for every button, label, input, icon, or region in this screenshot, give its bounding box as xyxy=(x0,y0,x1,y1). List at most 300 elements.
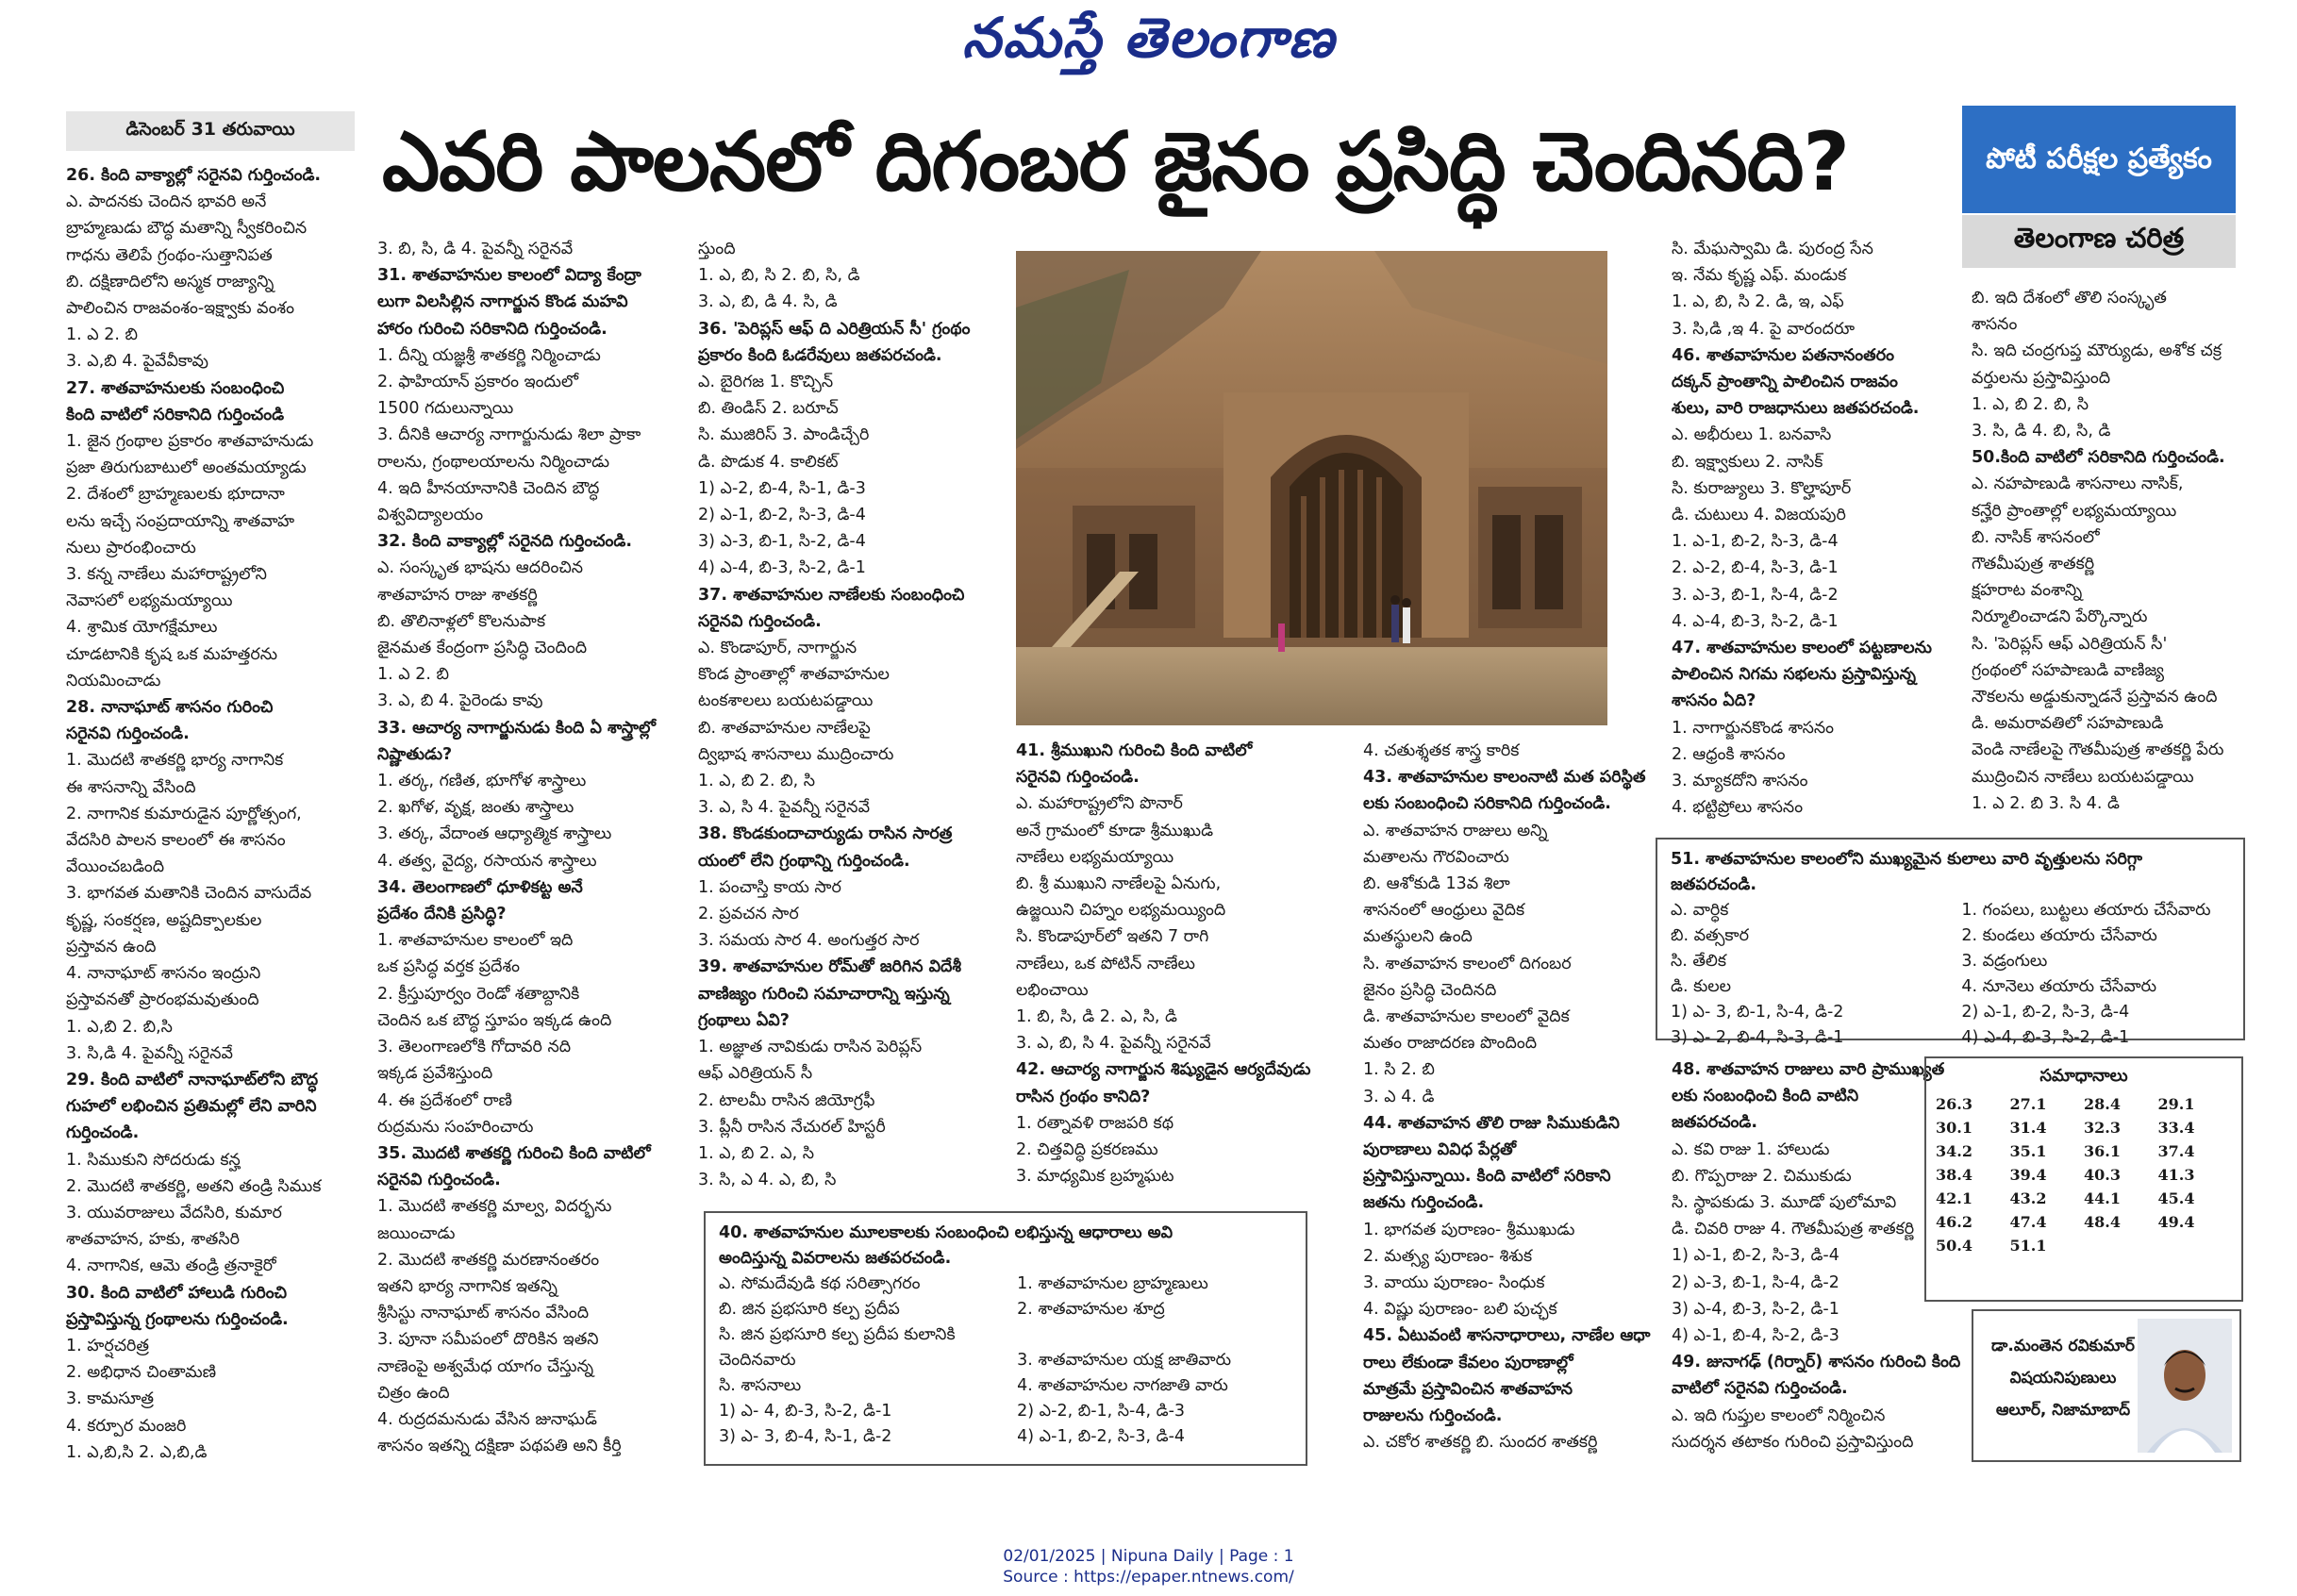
question-text: 30. కింది వాటిలో హాలుడి గురించి xyxy=(66,1283,287,1303)
match-left: డి. కులల xyxy=(1671,977,1732,996)
option-text: 1. పంచాస్తి కాయ సార xyxy=(698,877,841,897)
option-text: శాతవాహన రాజు శాతకర్ణి xyxy=(377,585,538,605)
option-text: ఉజ్జయిని చిహ్నం లభ్యమయ్యింది xyxy=(1016,901,1226,921)
question-text: లకు సంబంధించి సరికానిది గుర్తించండి. xyxy=(1363,794,1611,814)
option-text: 2. టాలమీ రాసిన జియోగ్రఫీ xyxy=(698,1090,875,1110)
option-text: 3. ఎ,బి 4. పైవేవీకావు xyxy=(66,352,209,372)
match-row xyxy=(719,1424,1292,1450)
question-text: 28. నానాఘాట్ శాసనం గురించి xyxy=(66,698,274,718)
question-text: హారం గురించి సరికానిది గుర్తించండి. xyxy=(377,319,608,339)
match-right: 1. శాతవాహనుల బ్రాహ్మణులు xyxy=(1017,1274,1208,1293)
question-text: 41. శ్రీముఖుని గురించి కింది వాటిలో xyxy=(1016,741,1253,760)
option-text: 1) ఎ-1, బి-2, సి-3, డి-4 xyxy=(1672,1246,1839,1266)
match-right: 2) ఎ-2, బి-1, సి-4, డి-3 xyxy=(1017,1402,1186,1421)
option-text: 4. తత్వ, వైద్య, రసాయన శాస్త్రాలు xyxy=(377,851,597,871)
answers-title: సమాధానాలు xyxy=(2039,1066,2128,1086)
option-text: 4. ఎ-4, బి-3, సి-2, డి-1 xyxy=(1672,611,1839,631)
answer-item: 51.1 xyxy=(2009,1237,2047,1255)
question-text: జతపరచండి. xyxy=(1672,1113,1757,1133)
match-right: 2. కుండలు తయారు చేసేవారు xyxy=(1961,926,2157,945)
option-text: 1) ఎ-2, బి-4, సి-1, డి-3 xyxy=(698,478,866,498)
question-51-box xyxy=(1656,838,2245,1047)
text-column-5 xyxy=(1363,738,1651,1473)
page-headline: ఎవరి పాలనలో దిగంబర జైనం ప్రసిద్ధి చెందినది? xyxy=(382,115,1850,209)
option-text: ఎ. చకోర శాతకర్ణి బి. సుందర శాతకర్ణి xyxy=(1363,1433,1598,1453)
question-text: 39. శాతవాహనుల రోమ్‌తో జరిగిన విదేశీ xyxy=(698,957,962,977)
answer-item: 28.4 xyxy=(2084,1095,2121,1113)
option-text: 1. ఎ, బి, సి 2. డి, ఇ, ఎఫ్ xyxy=(1672,292,1844,312)
question-text: 46. శాతవాహనుల పతనానంతరం xyxy=(1672,345,1895,365)
option-text: 3. సి,డి 4. పైవన్నీ సరైనవే xyxy=(66,1043,233,1063)
author-place: ఆలూర్, నిజామాబాద్ xyxy=(1995,1401,2131,1420)
answer-item: 50.4 xyxy=(1936,1237,1972,1255)
option-text: శాసనం xyxy=(1972,315,2018,335)
question-text: 44. శాతవాహన తొలి రాజు సిముకుడిని xyxy=(1363,1113,1620,1133)
question-text: సరైనవి గుర్తించండి. xyxy=(1016,768,1140,788)
option-text: 3. భాగవత మతానికి చెందిన వాసుదేవ xyxy=(66,884,312,904)
cave-illustration xyxy=(1016,251,1607,725)
option-text: 1. ఎ 2. బి 3. సి 4. డి xyxy=(1972,793,2120,813)
option-text: సి. స్థాపకుడు 3. మూడో పులోమావి xyxy=(1672,1193,1897,1213)
option-text: 2. ఖగోళ, వృక్ష, జంతు శాస్త్రాలు xyxy=(377,798,574,818)
option-text: 1500 గదులున్నాయి xyxy=(377,399,514,419)
option-text: 1. మొదటి శాతకర్ణి మాల్వ, విదర్భను xyxy=(377,1197,612,1217)
answer-item: 49.4 xyxy=(2157,1213,2195,1231)
option-text: జైనం ప్రసిద్ధి చెందినది xyxy=(1363,980,1497,1000)
option-text: స్తుంది xyxy=(698,240,736,258)
option-text: 2. నాగానిక కుమారుడైన పూర్ణోత్సంగ, xyxy=(66,804,302,823)
option-text: టంకశాలలు బయటపడ్డాయి xyxy=(698,691,874,711)
question-text: రాలు లేకుండా కేవలం పురాణాల్లో xyxy=(1363,1353,1573,1372)
match-left: చెందినవారు xyxy=(719,1351,796,1370)
match-row xyxy=(1671,898,2230,923)
option-text: చెందిన ఒక బౌద్ధ స్తూపం ఇక్కడ ఉంది xyxy=(377,1010,612,1030)
answer-item: 33.4 xyxy=(2157,1119,2195,1137)
option-text: శాసనం ఇతన్ని దక్షిణా పథపతి అని కీర్తి xyxy=(377,1437,622,1456)
question-text: 38. కొండకుందాచార్యుడు రాసిన సారత్ర xyxy=(698,824,953,844)
option-text: ప్రస్తావన ఉంది xyxy=(66,937,157,956)
option-text: 3. బి, సి, డి 4. పైవన్నీ సరైనవే xyxy=(377,240,574,258)
option-text: 2. మొదటి శాతకర్ణి మరణానంతరం xyxy=(377,1250,600,1270)
answer-item: 31.4 xyxy=(2009,1119,2047,1137)
question-text: 31. శాతవాహనుల కాలంలో విద్యా కేంద్రా xyxy=(377,266,641,286)
option-text: బి. ఇది దేశంలో తొలి సంస్కృత xyxy=(1972,289,2167,308)
question-text: సరైనవి గుర్తించండి. xyxy=(377,1171,501,1190)
option-text: 3. ప్లీనీ రాసిన నేచురల్ హిస్టరీ xyxy=(698,1117,886,1137)
question-text: సరైనవి గుర్తించండి. xyxy=(66,724,190,744)
question-text: ప్రదేశం దేనికి ప్రసిద్ధి? xyxy=(377,905,507,924)
option-text: 3. మ్యాకదోని శాసనం xyxy=(1672,772,1808,791)
question-text: 34. తెలంగాణలో ధూళికట్ట అనే xyxy=(377,877,583,897)
answer-item: 38.4 xyxy=(1936,1166,1972,1184)
option-text: బి. తిండిస్ 2. బరూచ్ xyxy=(698,399,839,419)
answer-item: 37.4 xyxy=(2157,1142,2195,1160)
answer-item: 35.1 xyxy=(2009,1142,2047,1160)
option-text: బి. నాసిక్ శాసనంలో xyxy=(1972,527,2100,547)
match-row xyxy=(719,1272,1292,1297)
option-text: జయించాడు xyxy=(377,1223,456,1243)
option-text: 4. కర్పూర మంజరి xyxy=(66,1416,187,1436)
option-text: సి. ఇది చంద్రగుప్త మౌర్యుడు, అశోక చక్ర xyxy=(1972,341,2222,361)
option-text: ఎ. అభీరులు 1. బనవాసి xyxy=(1672,425,1832,445)
question-text: 35. మొదటి శాతకర్ణి గురించి కింది వాటిలో xyxy=(377,1143,651,1163)
option-text: 2) ఎ-3, బి-1, సి-4, డి-2 xyxy=(1672,1272,1839,1292)
match-left: 1) ఎ- 3, బి-1, సి-4, డి-2 xyxy=(1671,1003,1844,1022)
text-column-3 xyxy=(698,236,1000,1189)
match-row xyxy=(1671,1000,2230,1025)
option-text: 4. విష్ణు పురాణం- బలి పుచ్ఛక xyxy=(1363,1300,1557,1320)
question-text: 27. శాతవాహనులకు సంబంధించి xyxy=(66,378,285,398)
option-text: 2. దేశంలో బ్రాహ్మణులకు భూదానా xyxy=(66,485,285,505)
option-text: లభించాయి xyxy=(1016,980,1089,1000)
option-text: క్షహరాట వంశాన్ని xyxy=(1972,581,2083,601)
option-text: చూడటానికి కృష ఒక మహత్తరను xyxy=(66,644,278,664)
option-text: వేదసిరి పాలన కాలంలో ఈ శాసనం xyxy=(66,831,286,851)
question-text: 32. కింది వాక్యాల్లో సరైనది గుర్తించండి. xyxy=(377,532,632,552)
match-right: 4. శాతవాహనుల నాగజాతి వారు xyxy=(1017,1376,1228,1395)
option-text: 3. ఎ, బి, డి 4. సి, డి xyxy=(698,292,838,312)
author-name: డా.మంతెన రవికుమార్ xyxy=(1991,1337,2135,1355)
option-text: 4. రుద్రదమనుడు వేసిన జునాఘడ్ xyxy=(377,1409,597,1429)
answer-item: 47.4 xyxy=(2009,1213,2047,1231)
match-row xyxy=(1671,1025,2230,1051)
option-text: 4. ఇది హీనయానానికి చెందిన బౌద్ధ xyxy=(377,478,600,498)
option-text: అనే గ్రామంలో కూడా శ్రీముఖుడి xyxy=(1016,821,1214,840)
match-right: 2) ఎ-1, బి-2, సి-3, డి-4 xyxy=(1961,1003,2130,1022)
q40-title: 40. శాతవాహనుల మూలకాలకు సంబంధించి లభిస్తున్న ఆధారాలు అవి xyxy=(719,1223,1173,1242)
option-text: 3. సి,డి ,ఇ 4. పై వారందరూ xyxy=(1672,319,1856,339)
match-row xyxy=(719,1399,1292,1424)
option-text: 3. కన్న నాణేలు మహారాష్ట్రలోని xyxy=(66,565,267,585)
question-text: ప్రస్తావిస్తున్న గ్రంథాలను గుర్తించండి. xyxy=(66,1309,289,1329)
special-badge: పోటీ పరీక్షల ప్రత్యేకం xyxy=(1962,106,2236,213)
question-text: 36. 'పెరిప్లస్ ఆఫ్ ది ఎరిత్రియన్ సీ' గ్రంథం xyxy=(698,319,971,339)
question-text: 33. ఆచార్య నాగార్జునుడు కింది ఏ శాస్త్రాల్లో xyxy=(377,718,656,738)
option-text: బి. గొప్పరాజు 2. చిముకుడు xyxy=(1672,1166,1852,1186)
author-role: విషయనిపుణులు xyxy=(2009,1369,2117,1388)
author-box xyxy=(1972,1309,2241,1462)
match-left: సి. తేలిక xyxy=(1671,952,1726,971)
question-text: వాటిలో సరైనవి గుర్తించండి. xyxy=(1672,1379,1848,1399)
question-text: గ్రంథాలు ఏవి? xyxy=(698,1010,790,1030)
option-text: నాణెంపై అశ్వమేధ యాగం చేస్తున్న xyxy=(377,1356,594,1376)
option-text: 3. ఎ, బి, సి 4. పైవన్నీ సరైనవే xyxy=(1016,1034,1211,1054)
option-text: గాధను తెలిపే గ్రంథం-సుత్తానిపత xyxy=(66,245,273,265)
option-text: ఇతని భార్య నాగానిక ఇతన్ని xyxy=(377,1276,558,1296)
masthead-logo: నమస్తే తెలంగాణ xyxy=(962,6,1336,70)
q40-title-2: అందిస్తున్న వివరాలను జతపరచండి. xyxy=(719,1249,952,1268)
question-text: 49. జునాగఢ్ (గిర్నార్) శాసనం గురించి కింది xyxy=(1672,1353,1961,1372)
option-text: నాణేలు లభ్యమయ్యాయి xyxy=(1016,847,1174,867)
option-text: సి. శాతవాహన కాలంలో దిగంబర xyxy=(1363,954,1572,973)
match-row xyxy=(1671,923,2230,949)
match-left: ఎ. సోమదేవుడి కథ సరిత్సాగరం xyxy=(719,1274,921,1293)
option-text: బి. తొలినాళ్లలో కొలనుపాక xyxy=(377,611,546,631)
cave-photo xyxy=(1016,251,1607,725)
question-text: రాసిన గ్రంథం కానిది? xyxy=(1016,1087,1151,1106)
option-text: 1. సి 2. బి xyxy=(1363,1060,1435,1080)
option-text: 2. చిత్తవిద్ధి ప్రకరణము xyxy=(1016,1140,1158,1160)
option-text: 3. యువరాజులు వేదసిరి, కుమార xyxy=(66,1203,282,1222)
option-text: 3. సి, డి 4. బి, సి, డి xyxy=(1972,422,2111,441)
option-text: వేయించబడింది xyxy=(66,857,165,877)
option-text: మతాలను గౌరవించారు xyxy=(1363,847,1509,867)
answer-item xyxy=(2158,1237,2233,1255)
option-text: 4. ఈ ప్రదేశంలో రాణి xyxy=(377,1090,512,1110)
question-text: 50.కింది వాటిలో సరికానిది గుర్తించండి. xyxy=(1972,448,2225,468)
answer-item: 46.2 xyxy=(1936,1213,1972,1231)
option-text: ప్రజా తిరుగుబాటులో అంతమయ్యాడు xyxy=(66,458,307,478)
option-text: 2. క్రీస్తుపూర్వం రెండో శతాబ్దానికి xyxy=(377,984,580,1004)
option-text: 4) ఎ-4, బి-3, సి-2, డి-1 xyxy=(698,558,866,578)
option-text: బి. ఇక్ష్వాకులు 2. నాసిక్ xyxy=(1672,452,1823,472)
match-right: 3. శాతవాహనుల యక్ష జాతివారు xyxy=(1017,1351,1232,1370)
option-text: 1. దీన్ని యజ్ఞశ్రీ శాతకర్ణి నిర్మించాడు xyxy=(377,345,601,365)
question-text: 29. కింది వాటిలో నానాఘాట్‌లోని బౌద్ధ xyxy=(66,1070,319,1089)
answer-item: 41.3 xyxy=(2157,1166,2195,1184)
option-text: 3. సి, ఎ 4. ఎ, బి, సి xyxy=(698,1171,837,1190)
option-text: 1. శాతవాహనుల కాలంలో ఇది xyxy=(377,931,574,951)
question-text: దక్కన్ ప్రాంతాన్ని పాలించిన రాజవం xyxy=(1672,373,1898,392)
match-right: 2. శాతవాహనుల శూద్ర xyxy=(1017,1300,1165,1319)
answers-box xyxy=(1924,1056,2243,1302)
option-text: 1. తర్క, గణిత, భూగోళ శాస్త్రాలు xyxy=(377,772,587,791)
option-text: సుదర్శన తటాకం గురించి ప్రస్తావిస్తుంది xyxy=(1672,1432,1914,1452)
option-text: 2. ప్రవచన సార xyxy=(698,905,799,924)
match-right: 1. గంపలు, బుట్టలు తయారు చేసేవారు xyxy=(1961,901,2211,920)
option-text: బ్రాహ్మణుడు బౌద్ధ మతాన్ని స్వీకరించిన xyxy=(66,219,308,239)
option-text: చిత్రం ఉంది xyxy=(377,1383,450,1403)
match-left: సి. జిన ప్రభసూరి కల్ప ప్రదీప కులానికి xyxy=(719,1325,956,1344)
text-column-7 xyxy=(1972,285,2255,823)
question-text: గుర్తించండి. xyxy=(66,1123,140,1143)
option-text: ద్విభాష శాసనాలు ముద్రించారు xyxy=(698,744,894,764)
option-text: 1. జైన గ్రంథాల ప్రకారం శాతవాహనుడు xyxy=(66,432,314,452)
option-text: 4. నానాఘాట్ శాసనం ఇంద్రుని xyxy=(66,964,261,984)
option-text: పాలించిన రాజవంశం-ఇక్ష్వాకు వంశం xyxy=(66,299,294,319)
option-text: బి. శాతవాహనుల నాణేలపై xyxy=(698,718,871,738)
answer-item: 48.4 xyxy=(2084,1213,2121,1231)
question-text: 26. కింది వాక్యాల్లో సరైనవి గుర్తించండి. xyxy=(66,166,322,185)
text-column-2 xyxy=(377,236,693,1471)
question-text: నిష్ణాతుడు? xyxy=(377,744,453,764)
answer-item: 39.4 xyxy=(2009,1166,2047,1184)
answer-item: 27.1 xyxy=(2009,1095,2047,1113)
option-text: 1. అజ్ఞాత నావికుడు రాసిన పెరిప్లస్ xyxy=(698,1038,923,1057)
option-text: డి. పొడుక 4. కాలికట్ xyxy=(698,452,839,472)
footer-source[interactable]: Source : https://epaper.ntnews.com/ xyxy=(1003,1568,1294,1587)
option-text: 1. ఎ,బి 2. బి,సి xyxy=(66,1017,173,1037)
answer-item: 43.2 xyxy=(2009,1189,2047,1207)
question-text: 37. శాతవాహనుల నాణేలకు సంబంధించి xyxy=(698,585,965,605)
option-text: బి. శ్రీ ముఖుని నాణేలపై ఏనుగు, xyxy=(1016,874,1222,894)
match-row xyxy=(719,1348,1292,1373)
option-text: నియమించాడు xyxy=(66,671,161,690)
match-left: సి. శాసనాలు xyxy=(719,1376,802,1395)
option-text: ఇక్కడ ప్రవేశిస్తుంది xyxy=(377,1064,493,1084)
question-text: శాసనం ఏది? xyxy=(1672,691,1756,711)
option-text: 1. హర్షచరిత్ర xyxy=(66,1336,150,1355)
option-text: 2. మత్స్య పురాణం- శిశుక xyxy=(1363,1246,1533,1266)
option-text: డి. చుటులు 4. విజయపురి xyxy=(1672,506,1846,525)
option-text: ఇ. నేమ కృష్ణ ఎఫ్. మండుక xyxy=(1672,266,1847,286)
option-text: 3. ఎ 4. డి xyxy=(1363,1087,1435,1106)
option-text: ఎ. నహపాణుడి శాసనాలు నాసిక్, xyxy=(1972,474,2184,494)
answer-item: 29.1 xyxy=(2157,1095,2195,1113)
option-text: సి. ముజిరిస్ 3. పాండిచ్చేరి xyxy=(698,425,870,445)
option-text: 1. ఎ 2. బి xyxy=(377,665,450,685)
option-text: ఎ. ఇది గుప్తుల కాలంలో నిర్మించిన xyxy=(1672,1405,1886,1425)
match-left: 3) ఎ- 3, బి-4, సి-1, డి-2 xyxy=(719,1427,892,1446)
option-text: కన్హేరి ప్రాంతాల్లో లభ్యమయ్యాయి xyxy=(1972,501,2177,521)
question-text: మాత్రమే ప్రస్తావించిన శాతవాహన xyxy=(1363,1379,1573,1399)
match-row xyxy=(719,1373,1292,1399)
question-40-box xyxy=(704,1211,1307,1466)
match-left: బి. వత్సకార xyxy=(1671,926,1749,945)
question-text: 45. ఏటువంటి శాసనాధారాలు, నాణేల ఆధా xyxy=(1363,1326,1651,1346)
option-text: 3. పూనా సమీపంలో దొరికిన ఇతని xyxy=(377,1330,599,1350)
question-text: కింది వాటిలో సరికానిది గుర్తించండి xyxy=(66,405,285,424)
option-text: 1. ఎ,బి,సి 2. ఎ,బి,డి xyxy=(66,1442,208,1462)
option-text: 1. ఎ-1, బి-2, సి-3, డి-4 xyxy=(1672,532,1839,552)
match-right: 4) ఎ-4, బి-3, సి-2, డి-1 xyxy=(1961,1028,2130,1047)
option-text: కొండ ప్రాంతాల్లో శాతవాహనుల xyxy=(698,665,890,685)
match-left: ఎ. వార్ధిక xyxy=(1671,901,1729,920)
option-text: 1. ఎ, బి 2. ఎ, సి xyxy=(698,1143,814,1163)
option-text: వెండి నాణేలపై గౌతమీపుత్ర శాతకర్ణి పేరు xyxy=(1972,740,2224,760)
match-row xyxy=(1671,974,2230,1000)
option-text: సి. కొండాపూర్‌లో ఇతని 7 రాగి xyxy=(1016,927,1209,947)
option-text: నిర్మూలించాడని పేర్కొన్నారు xyxy=(1972,607,2148,627)
footer-line-1: 02/01/2025 | Nipuna Daily | Page : 1 xyxy=(1003,1547,1294,1566)
answer-item: 26.3 xyxy=(1936,1095,1972,1113)
subject-badge: తెలంగాణ చరిత్ర xyxy=(1962,215,2236,268)
option-text: 2. ఫాహియాన్ ప్రకారం ఇందులో xyxy=(377,373,578,392)
question-text: గుహలో లభించిన ప్రతిమల్లో లేని వారిని xyxy=(66,1097,317,1117)
option-text: జైనమత కేంద్రంగా ప్రసిద్ధి చెందింది xyxy=(377,639,588,658)
continuation-label: డిసెంబర్ 31 తరువాయి xyxy=(66,111,355,151)
match-row xyxy=(1671,949,2230,974)
option-text: 1. నాగార్జునకొండ శాసనం xyxy=(1672,718,1835,738)
option-text: ఎ. మహారాష్ట్రలోని పొనార్ xyxy=(1016,794,1183,814)
option-text: శాసనంలో ఆంధ్రులు వైదిక xyxy=(1363,901,1525,921)
option-text: 2) ఎ-1, బి-2, సి-3, డి-4 xyxy=(698,506,866,525)
question-text: సరైనవి గుర్తించండి. xyxy=(698,611,822,631)
option-text: రాలను, గ్రంథాలయాలను నిర్మించాడు xyxy=(377,452,610,472)
option-text: బి. దక్షిణాదిలోని అస్మక రాజ్యాన్ని xyxy=(66,272,275,291)
question-text: ప్రస్తావిస్తున్నాయి. కింది వాటిలో సరికాని xyxy=(1363,1167,1611,1187)
question-text: 47. శాతవాహనుల కాలంలో పట్టణాలను xyxy=(1672,639,1932,658)
match-right: 3. వడ్రంగులు xyxy=(1961,952,2048,971)
option-text: 1. భాగవత పురాణం- శ్రీముఖుడు xyxy=(1363,1220,1575,1239)
question-text: లకు సంబంధించి కింది వాటిని xyxy=(1672,1087,1859,1106)
option-text: 2. మొదటి శాతకర్ణి, అతని తండ్రి సిముక xyxy=(66,1176,322,1196)
option-text: రుద్రమను సంహరించారు xyxy=(377,1117,534,1137)
answer-item: 30.1 xyxy=(1936,1119,1972,1137)
question-text: ప్రకారం కింది ఓడరేవులు జతపరచండి. xyxy=(698,345,942,365)
option-text: 2. ఎ-2, బి-4, సి-3, డి-1 xyxy=(1672,558,1839,578)
text-column-6 xyxy=(1672,236,1964,830)
option-text: డి. శాతవాహనుల కాలంలో వైదిక xyxy=(1363,1007,1570,1027)
answer-item: 44.1 xyxy=(2084,1189,2121,1207)
option-text: మతస్థులని ఉంది xyxy=(1363,927,1473,947)
text-column-1 xyxy=(66,162,368,1464)
option-text: ఎ. కవి రాజు 1. హాలుడు xyxy=(1672,1139,1830,1159)
match-left: 1) ఎ- 4, బి-3, సి-2, డి-1 xyxy=(719,1402,892,1421)
option-text: 4) ఎ-1, బి-4, సి-2, డి-3 xyxy=(1672,1326,1839,1346)
option-text: ఈ శాసనాన్ని వేసింది xyxy=(66,777,196,797)
option-text: మతం రాజాదరణ పొందింది xyxy=(1363,1034,1538,1054)
option-text: 3. సమయ సార 4. అంగుత్తర సార xyxy=(698,931,920,951)
option-text: ఎ. కొండాపూర్, నాగార్జున xyxy=(698,639,857,658)
option-text: డి. అమరావతిలో సహపాణుడి xyxy=(1972,714,2164,734)
author-photo xyxy=(2138,1319,2232,1453)
option-text: 3. మాధ్యమిక బ్రహ్మఘట xyxy=(1016,1167,1174,1187)
option-text: 3. ఎ-3, బి-1, సి-4, డి-2 xyxy=(1672,585,1839,605)
match-row xyxy=(719,1297,1292,1322)
option-text: కృష్ణ, సంకర్షణ, అష్టదిక్పాలకుల xyxy=(66,910,262,930)
option-text: సి. మేఘస్వామి డి. పురంద్ర సేన xyxy=(1672,240,1873,258)
option-text: 4. నాగానిక, ఆమె తండ్రి త్రనాకైరో xyxy=(66,1256,276,1276)
option-text: ముద్రించిన నాణేలు బయటపడ్డాయి xyxy=(1972,767,2194,787)
option-text: 3) ఎ-3, బి-1, సి-2, డి-4 xyxy=(698,532,866,552)
match-left: బి. జిన ప్రభసూరి కల్ప ప్రదీప xyxy=(719,1300,900,1319)
option-text: ఎ. శాతవాహన రాజులు అన్ని xyxy=(1363,821,1548,840)
option-text: డి. చివరి రాజు 4. గౌతమీపుత్ర శాతకర్ణి xyxy=(1672,1220,1915,1239)
question-text: 42. ఆచార్య నాగార్జున శిష్యుడైన ఆర్యదేవుడు xyxy=(1016,1060,1311,1080)
option-text: 2. ఆధ్రంకి శాసనం xyxy=(1672,744,1786,764)
question-text: 48. శాతవాహన రాజులు వారి ప్రాముఖ్యత xyxy=(1672,1060,1945,1079)
option-text: నులు ప్రారంభించారు xyxy=(66,538,196,557)
option-text: 3. వాయు పురాణం- సింధుక xyxy=(1363,1273,1545,1293)
option-text: బి. ఆశోకుడి 13వ శిలా xyxy=(1363,874,1510,894)
answer-item: 42.1 xyxy=(1936,1189,1972,1207)
answer-item: 40.3 xyxy=(2084,1166,2121,1184)
question-text: శులు, వారి రాజధానులు జతపరచండి. xyxy=(1672,399,1920,419)
option-text: 3. కామసూత్ర xyxy=(66,1389,154,1409)
question-text: యంలో లేని గ్రంథాన్ని గుర్తించండి. xyxy=(698,851,910,871)
question-text: లుగా విలసిల్లిన నాగార్జున కొండ మహవి xyxy=(377,292,628,312)
option-text: 3. ఎ, సి 4. పైవన్నీ సరైనవే xyxy=(698,798,871,818)
option-text: 1. ఎ, బి, సి 2. బి, సి, డి xyxy=(698,266,860,286)
answer-item xyxy=(2084,1237,2158,1255)
option-text: 1. బి, సి, డి 2. ఎ, సి, డి xyxy=(1016,1007,1177,1027)
answer-item: 34.2 xyxy=(1936,1142,1972,1160)
option-text: గౌతమీపుత్ర శాతకర్ణి xyxy=(1972,555,2095,574)
option-text: ఒక ప్రసిద్ధ వర్తక ప్రదేశం xyxy=(377,957,520,977)
match-right: 4) ఎ-1, బి-2, సి-3, డి-4 xyxy=(1017,1427,1186,1446)
option-text: 3. దీనికి ఆచార్య నాగార్జునుడు శిలా ప్రాకా xyxy=(377,425,641,445)
option-text: 3. తర్క, వేదాంత ఆధ్యాత్మిక శాస్త్రాలు xyxy=(377,824,612,844)
option-text: 3) ఎ-4, బి-3, సి-2, డి-1 xyxy=(1672,1299,1839,1319)
question-text: పాలించిన నిగమ సభలను ప్రస్తావిస్తున్న xyxy=(1672,665,1916,685)
option-text: విశ్వవిద్యాలయం xyxy=(377,506,484,525)
text-column-4 xyxy=(1016,738,1351,1190)
answer-item: 45.4 xyxy=(2157,1189,2195,1207)
question-text: జతను గుర్తించండి. xyxy=(1363,1193,1485,1213)
answer-item: 36.1 xyxy=(2084,1142,2121,1160)
option-text: సి. కురాజ్యులు 3. కొల్హాపూర్ xyxy=(1672,478,1852,498)
match-right: 4. నూనెలు తయారు చేసేవారు xyxy=(1961,977,2156,996)
option-text: 2. అభిధాన చింతామణి xyxy=(66,1363,217,1383)
match-row xyxy=(719,1322,1292,1348)
option-text: 3. ఎ, బి 4. పైరెండు కావు xyxy=(377,691,543,711)
option-text: 1. ఎ, బి 2. బి, సి xyxy=(698,772,816,791)
option-text: గ్రంథంలో సహపాణుడి వాణిజ్య xyxy=(1972,660,2165,680)
question-text: వాణిజ్యం గురించి సమాచారాన్ని ఇస్తున్న xyxy=(698,984,950,1004)
option-text: 3. తెలంగాణలోకి గోదావరి నది xyxy=(377,1038,572,1057)
option-text: 4. శ్రామిక యోగక్షేమాలు xyxy=(66,618,218,638)
